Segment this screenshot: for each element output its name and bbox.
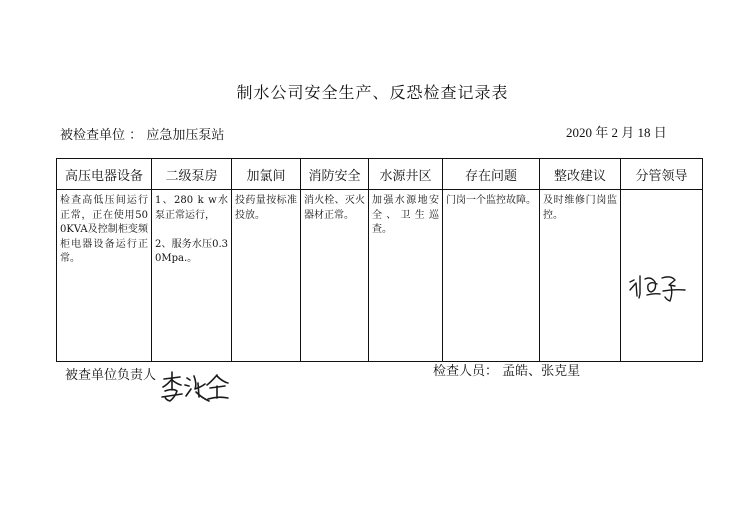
inspectors-value: 孟皓、张克星 [502, 364, 581, 379]
table-row [57, 190, 703, 362]
inspection-date: 2020 年 2 月 18 日 [566, 125, 667, 140]
header-high-voltage-equipment: 高压电器设备 [57, 159, 152, 190]
cell-high-voltage-equipment: 检查高低压间运行正常，正在使用500KVA及控制柜变频柜电器设备运行正常。 [57, 190, 152, 362]
inspection-record-table [56, 158, 703, 362]
header-chlorination-room: 加氯间 [232, 159, 301, 190]
inspected-unit-label: 被检查单位 [60, 128, 126, 143]
inspected-unit-separator: ： [129, 128, 143, 143]
cell-existing-problems: 门岗一个监控故障。 [443, 190, 540, 362]
header-rectification-suggestions: 整改建议 [540, 159, 621, 190]
cell-rectification-suggestions: 及时维修门岗监控。 [540, 190, 621, 362]
document-title: 制水公司安全生产、反恐检查记录表 [236, 83, 509, 102]
header-fire-safety: 消防安全 [301, 159, 369, 190]
inspected-unit-line [60, 124, 224, 143]
supervisor-signature-image [627, 270, 693, 304]
inspectors-block [433, 360, 580, 379]
cell-secondary-pump-room: 1、280 k w水泵正常运行， 2、服务水压0.30Mpa.。 [152, 190, 232, 362]
cell-chlorination-room: 投药量按标准投放。 [232, 190, 301, 362]
cell-fire-safety: 消火栓、灭火器材正常。 [301, 190, 369, 362]
header-secondary-pump-room: 二级泵房 [152, 159, 232, 190]
cell-supervising-leader [621, 190, 703, 362]
header-water-source-well: 水源井区 [369, 159, 443, 190]
responsible-person-label: 被查单位负责人 [65, 368, 157, 383]
inspectors-label: 检查人员： [433, 364, 499, 379]
table-header-row [57, 159, 703, 190]
header-supervising-leader: 分管领导 [621, 159, 703, 190]
responsible-person-block [65, 364, 156, 383]
responsible-signature-image [160, 370, 250, 404]
header-existing-problems: 存在问题 [443, 159, 540, 190]
cell-water-source-well: 加强水源地安全、卫生巡查。 [369, 190, 443, 362]
inspected-unit-value: 应急加压泵站 [146, 128, 225, 143]
